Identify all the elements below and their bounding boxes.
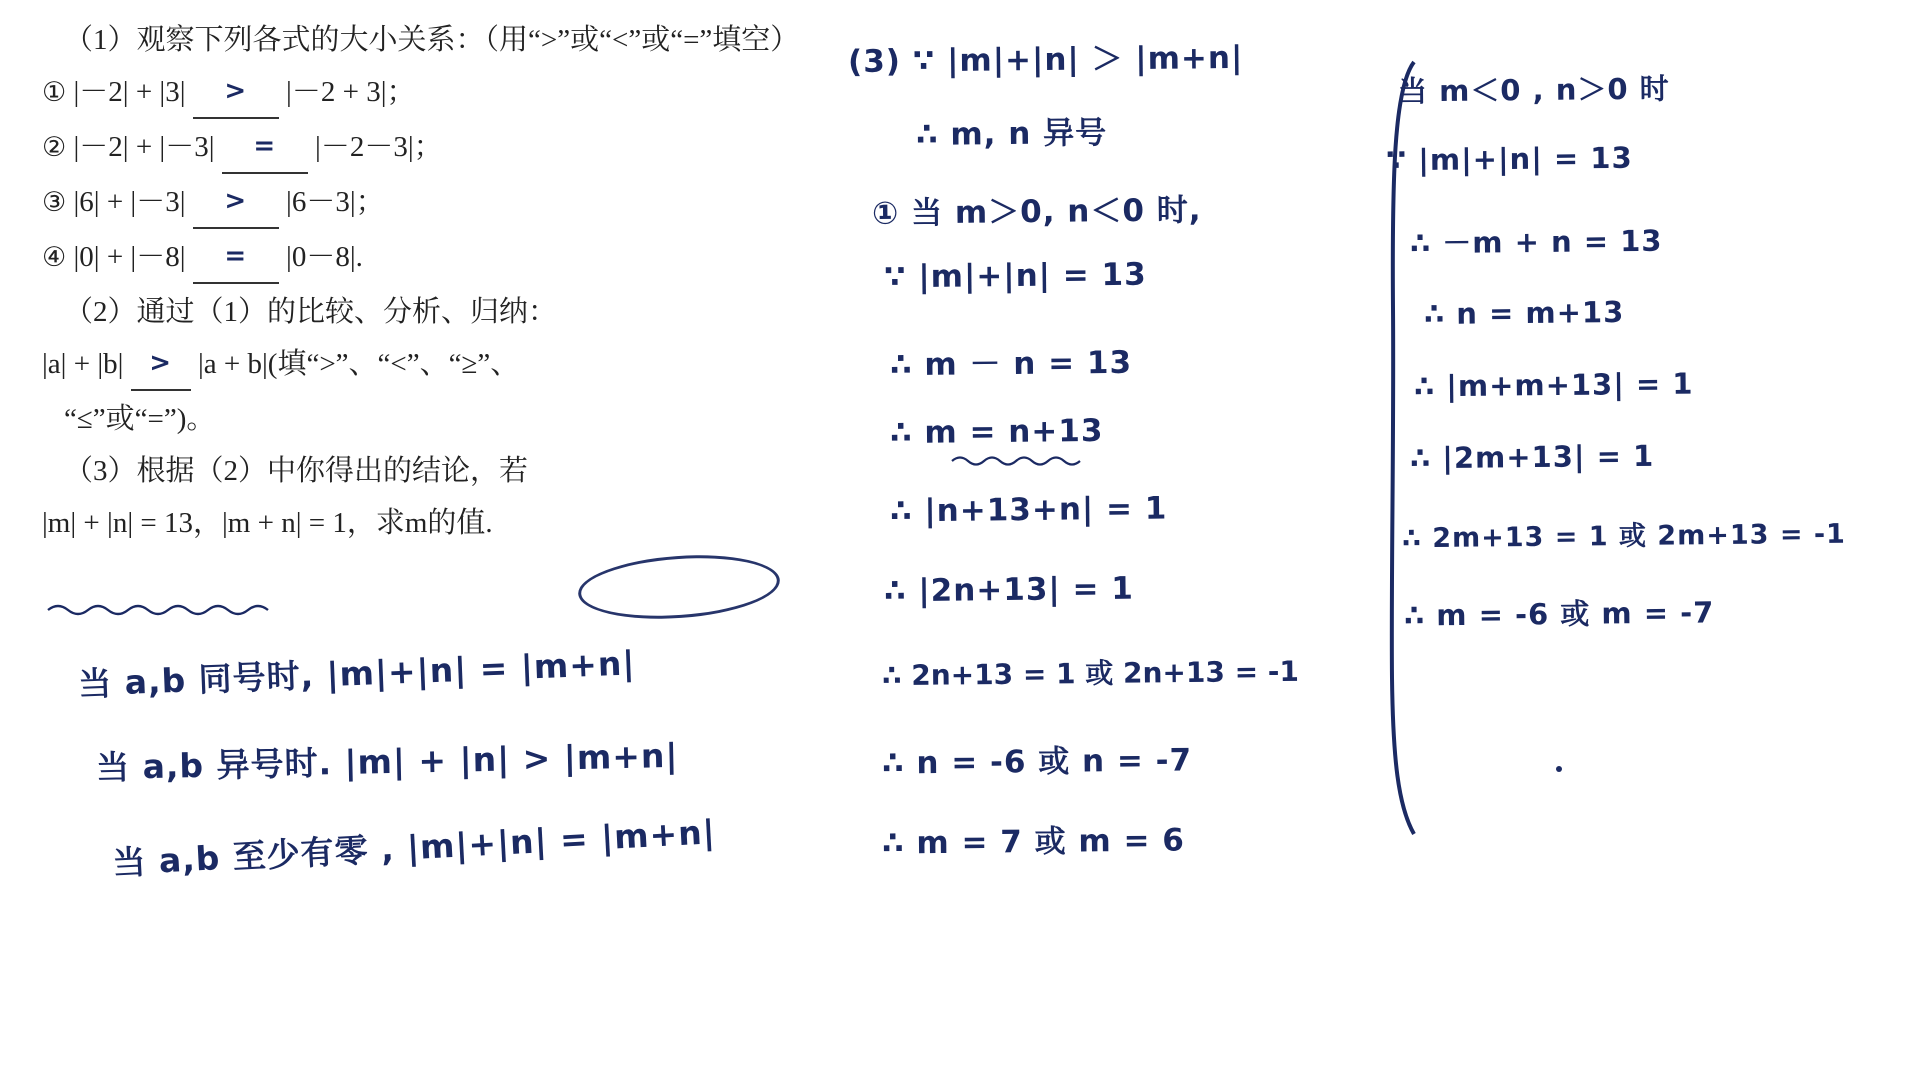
handwritten-right-line-2: ∵ |m|+|n| = 13 [1385, 140, 1633, 178]
handwritten-mid-line-1: (3) ∵ |m|+|n| ＞ |m+n| [847, 39, 1244, 81]
item-left-expression: |0| + |－8| [73, 241, 186, 273]
handwritten-conclusion-1: 当 a,b 同号时, |m|+|n| = |m+n| [77, 643, 637, 704]
handwritten-mid-line-4: ∵ |m|+|n| = 13 [883, 256, 1147, 296]
item-number: ④ [42, 242, 67, 273]
answer-blank-1[interactable]: > [193, 64, 279, 119]
item-right-expression: |6－3|； [286, 186, 385, 218]
question-3-expression: |m| + |n| = 13，|m + n| = 1，求m的值. [42, 507, 493, 539]
handwritten-conclusion-2: 当 a,b 异号时. |m| + |n| > |m+n| [95, 735, 679, 788]
item-number: ② [42, 132, 67, 163]
ink-circle-annotation [576, 549, 782, 625]
handwritten-right-line-5: ∴ |m+m+13| = 1 [1413, 366, 1694, 404]
item-number: ① [42, 77, 67, 108]
handwritten-right-line-4: ∴ n = m+13 [1423, 294, 1625, 332]
handwritten-mid-line-8: ∴ |2n+13| = 1 [883, 570, 1135, 610]
q2-left-expression: |a| + |b| [42, 348, 124, 380]
item-number: ③ [42, 187, 67, 218]
handwritten-mid-line-3: ① 当 m＞0, n＜0 时, [871, 192, 1202, 232]
table-row [42, 231, 802, 286]
item-right-expression: |－2－3|； [315, 131, 443, 163]
handwritten-conclusion-3: 当 a,b 至少有零 , |m|+|n| = |m+n| [111, 812, 717, 883]
question-2-expression [42, 338, 802, 393]
answer-blank-3[interactable]: > [193, 174, 279, 229]
wavy-underline-icon [950, 452, 1100, 468]
question-2-prompt: （2）通过（1）的比较、分析、归纳： [64, 296, 558, 328]
answer-blank-5[interactable]: > [131, 336, 191, 391]
table-row [42, 121, 802, 176]
item-left-expression: |6| + |－3| [73, 186, 186, 218]
handwritten-right-line-1: 当 m＜0 , n＞0 时 [1397, 71, 1670, 109]
handwritten-right-line-8: ∴ m = -6 或 m = -7 [1403, 595, 1715, 633]
question-2-expression-cont: “≤”或“=”)。 [64, 403, 216, 435]
answer-blank-2[interactable]: = [222, 119, 308, 174]
handwritten-right-line-7: ∴ 2m+13 = 1 或 2m+13 = -1 [1401, 518, 1847, 555]
ink-dot-mark [1556, 766, 1562, 772]
question-3-prompt: （3）根据（2）中你得出的结论，若 [64, 455, 529, 487]
q2-right-expression: |a + b|(填“>”、“<”、“≥”、 [197, 348, 520, 380]
wavy-underline-icon [46, 600, 276, 618]
handwritten-mid-line-6: ∴ m = n+13 [889, 412, 1104, 452]
handwritten-right-line-3: ∴ －m + n = 13 [1409, 223, 1663, 261]
item-right-expression: |0－8|. [286, 241, 363, 273]
item-left-expression: |－2| + |3| [73, 76, 186, 108]
handwritten-mid-line-10: ∴ n = -6 或 n = -7 [881, 742, 1193, 782]
question-1-prompt: （1）观察下列各式的大小关系：（用“>”或“<”或“=”填空） [64, 24, 800, 56]
item-right-expression: |－2 + 3|； [286, 76, 416, 108]
table-row [42, 176, 802, 231]
item-left-expression: |－2| + |－3| [73, 131, 215, 163]
handwritten-mid-line-9: ∴ 2n+13 = 1 或 2n+13 = -1 [881, 654, 1300, 693]
handwritten-mid-line-2: ∴ m, n 异号 [915, 115, 1108, 153]
handwritten-mid-line-7: ∴ |n+13+n| = 1 [889, 490, 1168, 530]
answer-blank-4[interactable]: = [193, 229, 279, 284]
handwritten-right-line-6: ∴ |2m+13| = 1 [1409, 438, 1655, 476]
handwritten-mid-line-11: ∴ m = 7 或 m = 6 [881, 822, 1186, 862]
printed-problem-block [42, 14, 802, 549]
handwritten-mid-line-5: ∴ m － n = 13 [889, 344, 1133, 384]
table-row [42, 66, 802, 121]
